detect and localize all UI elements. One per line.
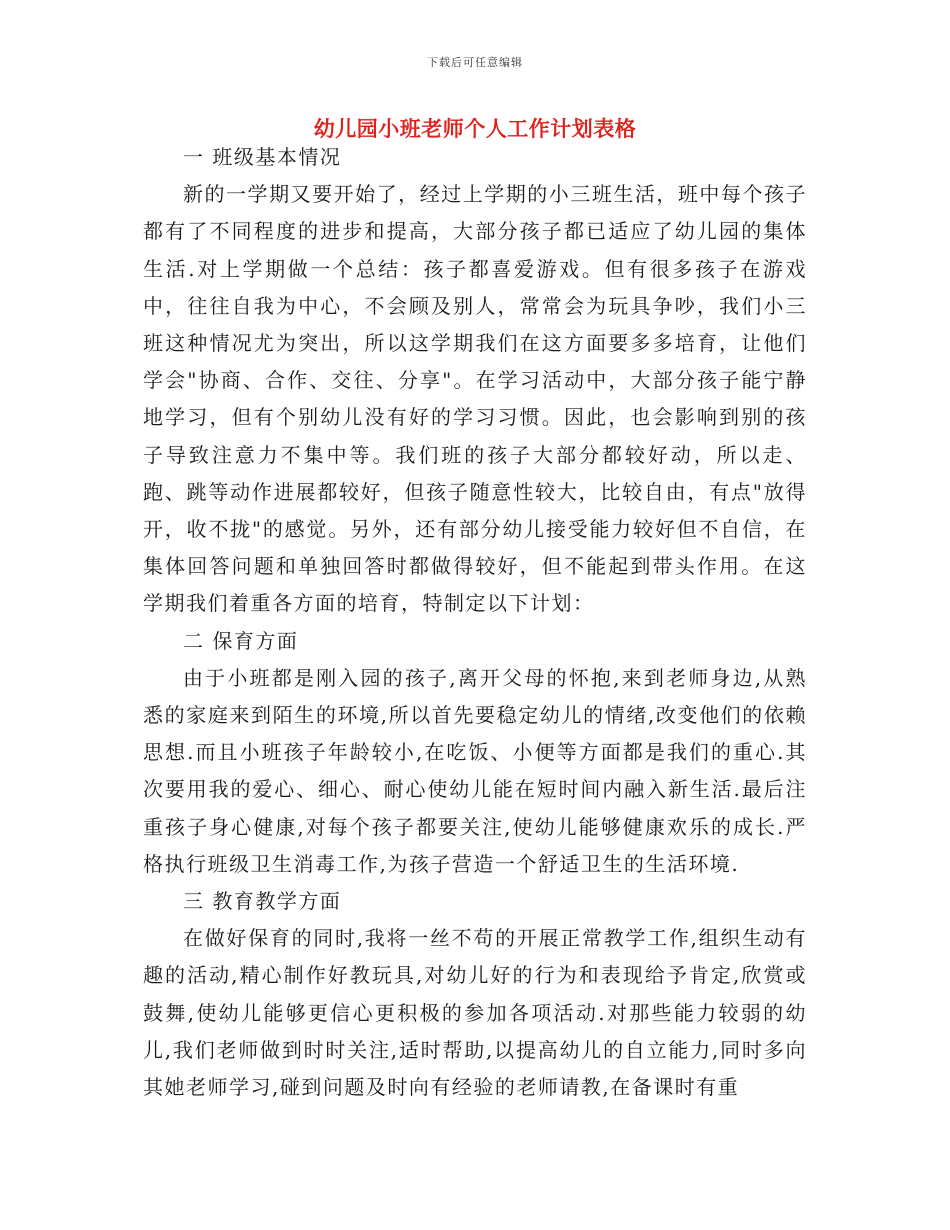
section-paragraph-care: 由于小班都是刚入园的孩子,离开父母的怀抱,来到老师身边,从熟悉的家庭来到陌生的环境,所以首先要稳定幼儿的情绪,改变他们的依赖思想.而且小班孩子年龄较小,在吃饭、小便等方面都是我们的重心.其次要用我的爱心、细心、耐心使幼儿能在短时间内融入新生活.最后注重孩子身心健康,对每个孩子都要关注,使幼儿能够健康欢乐的成长.严格执行班级卫生消毒工作,为孩子营造一个舒适卫生的生活环境.: [143, 665, 807, 876]
section-paragraph-basic-info: 新的一学期又要开始了，经过上学期的小三班生活，班中每个孩子都有了不同程度的进步和提高，大部分孩子都已适应了幼儿园的集体生活.对上学期做一个总结：孩子都喜爱游戏。但有很多孩子在游戏中，往往自我为中心，不会顾及别人，常常会为玩具争吵，我们小三班这种情况尤为突出，所以这学期我们在这方面要多多培育，让他们学会"协商、合作、交往、分享"。在学习活动中，大部分孩子能宁静地学习，但有个别幼儿没有好的学习习惯。因此，也会影响到别的孩子导致注意力不集中等。我们班的孩子大部分都较好动，所以走、跑、跳等动作进展都较好，但孩子随意性较大，比较自由，有点"放得开，收不拢"的感觉。另外，还有部分幼儿接受能力较好但不自信，在集体回答问题和单独回答时都做得较好，但不能起到带头作用。在这学期我们着重各方面的培育，特制定以下计划：: [143, 182, 807, 616]
document-body: [143, 139, 807, 1106]
document-title: 幼儿园小班老师个人工作计划表格: [313, 116, 637, 141]
section-heading-basic-info: 一 班级基本情况: [183, 145, 342, 169]
section-heading-care: 二 保育方面: [183, 628, 299, 653]
section-heading-teaching: 三 教育教学方面: [183, 889, 342, 914]
header-note: 下载后可任意编辑: [427, 56, 523, 69]
section-paragraph-teaching: 在做好保育的同时,我将一丝不苟的开展正常教学工作,组织生动有趣的活动,精心制作好教玩具,对幼儿好的行为和表现给予肯定,欣赏或鼓舞,使幼儿能够更信心更积极的参加各项活动.对那些能力较弱的幼儿,我们老师做到时时关注,适时帮助,以提高幼儿的自立能力,同时多向其她老师学习,碰到问题及时向有经验的老师请教,在备课时有重: [143, 926, 807, 1100]
